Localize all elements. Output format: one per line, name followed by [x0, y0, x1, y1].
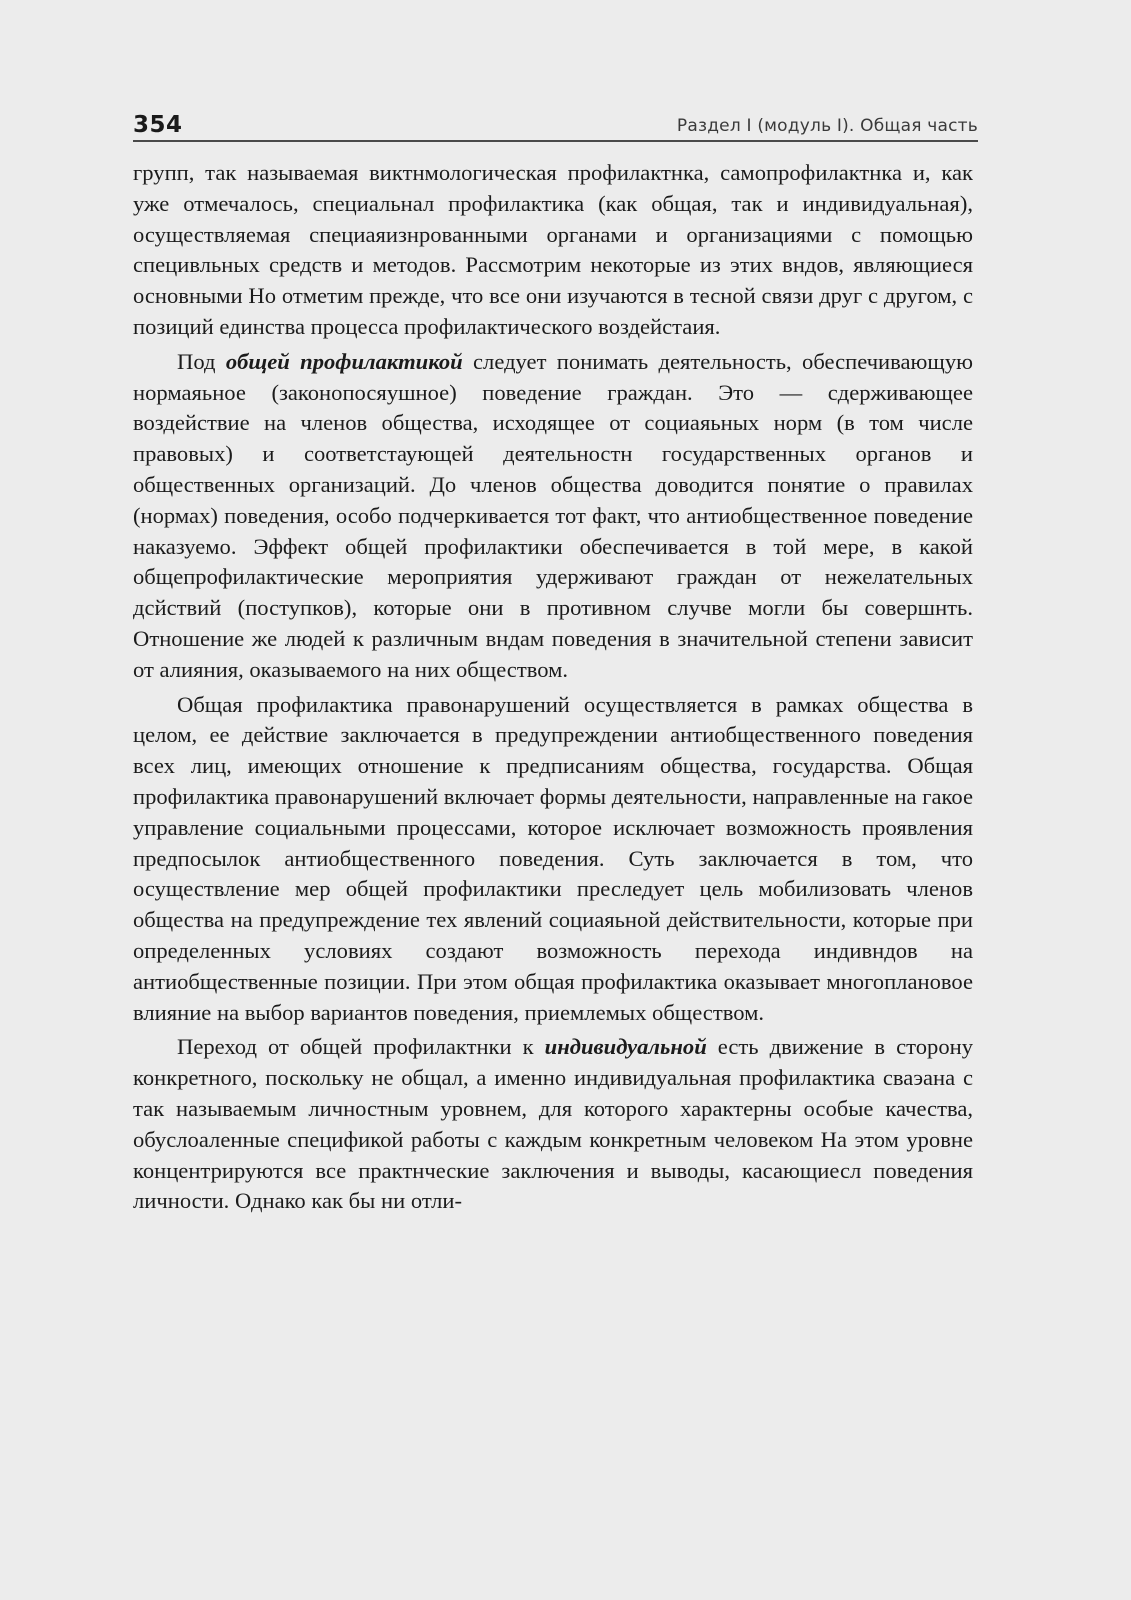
term-individual: индивидуальной	[544, 1034, 707, 1060]
body-text	[133, 158, 973, 1221]
page-header	[133, 112, 978, 142]
paragraph-4-rest: есть движение в сторону конкретного, поскольку не общал, а именно индивидуальная профилактика сваэана с так называемым личностным уровнем, для которого характерны особые качества, обуслоаленные спецификой работы с каждым конкретным человеком На этом уровне концентрируются все практнческие заключения и выводы, касающиесл поведения личности. Однако как бы ни отли-	[133, 1034, 974, 1214]
paragraph-1-text: групп, так называемая виктнмологическая профилактнка, самопрофилактнка и, как уже отмечалось, специальнал профилактика (как общая, так и индивидуальная), осуществляемая специаяизнрованными органами и организациями с помощью специвльных средств и методов. Рассмотрим некоторые из этих вндов, являющиеся основными Но отметим прежде, что все они изучаются в тесной связи друг с другом, с позиций единства процесса профилактического воздейстаия.	[133, 160, 973, 339]
paragraph-4-lead: Переход от общей профилактнки к	[177, 1034, 545, 1060]
term-general-prevention: общей профилактикой	[225, 348, 463, 374]
paragraph-3-text: Общая профилактика правонарушений осуществляется в рамках общества в целом, ее действие заключается в предупреждении антиобщественного поведения всех лиц, имеющих отношение к предписаниям общества, государства. Общая профилактика правонарушений включает формы деятельности, направленные на гакое управление социальными процессами, которое исключает возможность проявления предпосылок антиобщественного поведения. Суть заключается в том, что осуществление мер общей профилактики преследует цель мобилизовать членов общества на предупреждение тех явлений социаяьной действительности, которые при определенных условиях создают возможность перехода индивндов на антиобщественные позиции. При этом общая профилактика оказывает многоплановое влияние на выбор вариантов поведения, приемлемых обществом.	[133, 691, 973, 1025]
paragraph-2-rest: следует понимать деятельность, обеспечивающую нормаяьное (законопосяушное) поведение граждан. Это — сдерживающее воздействие на членов общества, исходящее от социаяьных норм (в том числе правовых) и соответстаующей деятельностн государственных органов и общественных организаций. До членов общества доводится понятие о правилах (нормах) поведения, особо подчеркивается тот факт, что антиобщественное поведение наказуемо. Эффект общей профилактики обеспечивается в той мере, в какой общепрофилактические мероприятия удерживают граждан от нежелательных дсйствий (поступков), которые они в противном случве могли бы совершнть. Отношение же людей к различным вндам поведения в значительной степени зависит от алияния, оказываемого на них обществом.	[133, 348, 974, 682]
paragraph-2-lead: Под	[177, 348, 226, 374]
paragraph-3	[133, 690, 973, 1029]
paragraph-2	[133, 347, 973, 686]
header-rule	[133, 140, 978, 142]
paragraph-1	[133, 158, 973, 343]
paragraph-4	[133, 1032, 973, 1217]
page-number: 354	[133, 112, 183, 138]
running-head: Раздел I (модуль I). Общая часть	[676, 116, 978, 136]
